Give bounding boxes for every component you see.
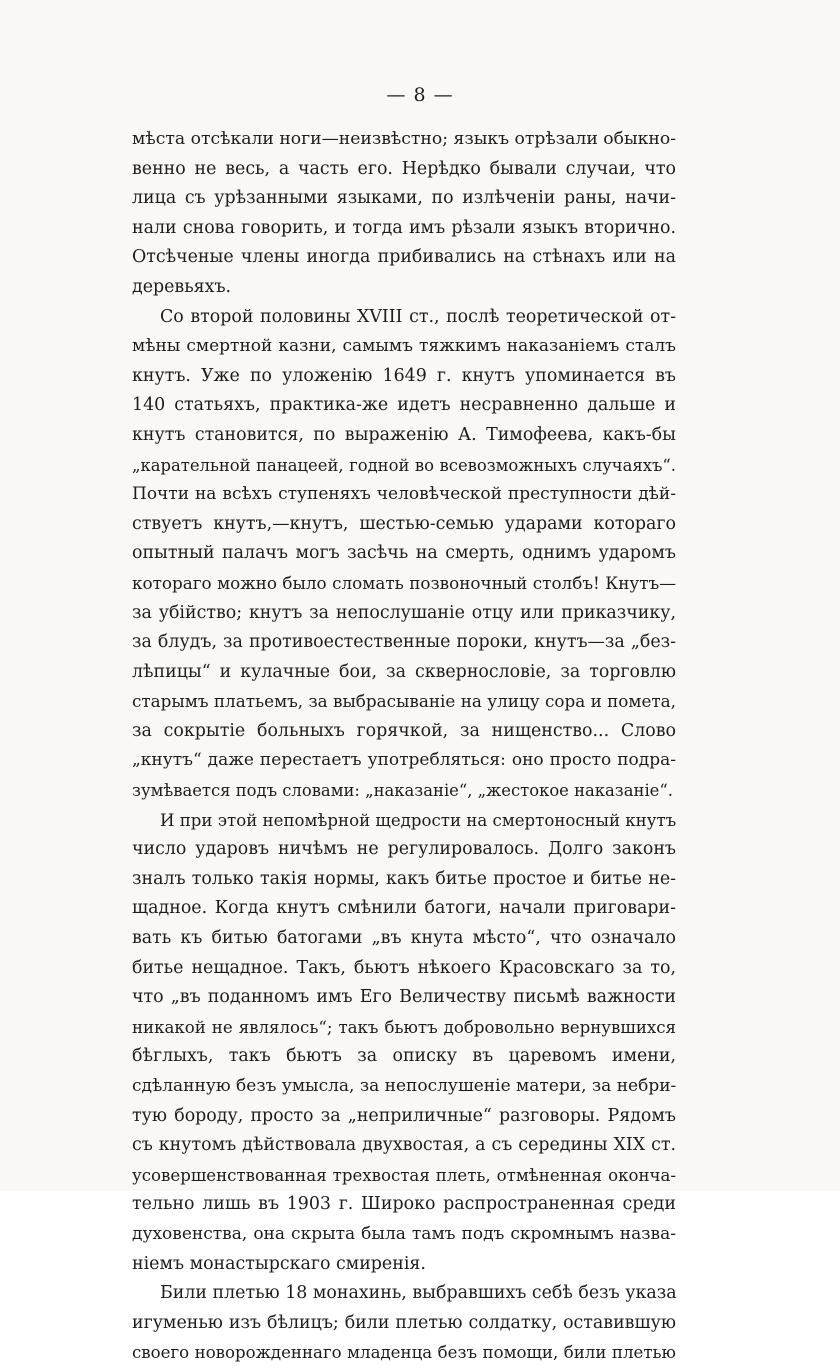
text-line: бѣглыхъ, такъ бьютъ за описку въ царевомъ имени,	[132, 1046, 676, 1067]
text-line: что „въ поданномъ имъ Его Величеству письмѣ важности	[132, 987, 676, 1008]
text-line: кнутъ становится, по выраженiю А. Тимофеева, какъ-бы	[132, 424, 676, 445]
text-line: съ кнутомъ дѣйствовала двухвостая, а съ середины XIX ст.	[132, 1135, 676, 1156]
text-line: щадное. Когда кнутъ смѣнили батоги, начали приговари-	[132, 898, 676, 919]
text-line: за блудъ, за противоестественные пороки, кнутъ—за „без-	[132, 632, 676, 653]
text-line: кнутъ. Уже по уложенiю 1649 г. кнутъ упоминается въ	[132, 365, 676, 386]
text-line: сдѣланную безъ умысла, за непослушенiе матери, за небри-	[132, 1076, 677, 1096]
text-line: число ударовъ ничѣмъ не регулировалось. Долго законъ	[132, 839, 676, 860]
text-line: своего новорожденнаго младенца безъ помощи, били плетью	[132, 1343, 676, 1363]
text-line: мѣны смертной казни, самымъ тяжкимъ наказанiемъ сталъ	[132, 336, 676, 357]
text-line: Со второй половины XVIII ст., послѣ теоретической от-	[160, 306, 676, 327]
text-line: нiемъ монастырскаго смиренiя.	[132, 1253, 426, 1274]
text-line: старымъ платьемъ, за выбрасыванiе на улицу сора и помета,	[132, 691, 676, 712]
text-line: за сокрытiе больныхъ горячкой, за нищенство... Слово	[132, 720, 676, 741]
text-line: усовершенствованная трехвостая плеть, отмѣненная оконча-	[132, 1165, 676, 1185]
text-line: тую бороду, просто за „неприличные“ разговоры. Рядомъ	[132, 1105, 676, 1126]
text-line: Били плетью 18 монахинь, выбравшихъ себѣ безъ указа	[160, 1283, 677, 1304]
page-number: — 8 —	[386, 84, 454, 106]
text-line: игуменью изъ бѣлицъ; били плетью солдатку, оставившую	[132, 1312, 676, 1333]
text-line: духовенства, она скрыта была тамъ подъ скромнымъ назва-	[132, 1223, 676, 1244]
text-line: тельно лишь въ 1903 г. Широко распространенная среди	[132, 1194, 676, 1215]
text-line: ствуетъ кнутъ,—кнутъ, шестью-семью ударами котораго	[132, 513, 676, 534]
text-line: мѣста отсѣкали ноги—неизвѣстно; языкъ отрѣзали обыкно-	[132, 129, 676, 149]
text-line: котораго можно было сломать позвоночный столбъ! Кнутъ—	[132, 572, 676, 593]
text-line: Отсѣченые члены иногда прибивались на стѣнахъ или на	[132, 247, 676, 268]
text-line: лица съ урѣзанными языками, по излѣченiи раны, начи-	[132, 188, 676, 209]
text-line: лѣпицы“ и кулачные бои, за сквернословiе, за торговлю	[132, 661, 676, 682]
text-line: „карательной панацеей, годной во всевозможныхъ случаяхъ“.	[132, 455, 676, 475]
text-line: деревьяхъ.	[132, 276, 232, 297]
text-line: опытный палачъ могъ засѣчь на смерть, однимъ ударомъ	[132, 543, 676, 564]
text-line: „кнутъ“ даже перестаетъ употребляться: оно просто подра-	[132, 750, 676, 771]
text-line: И при этой непомѣрной щедрости на смертоносный кнутъ	[160, 810, 677, 830]
text-line: вать къ битью батогами „въ кнута мѣсто“, что означало	[132, 928, 676, 949]
text-line: зумѣвается подъ словами: „наказанiе“, „жестокое наказанiе“.	[132, 781, 673, 801]
text-line: 140 статьяхъ, практика-же идетъ несравненно дальше и	[132, 395, 676, 416]
text-line: никакой не являлось“; такъ бьютъ добровольно вернувшихся	[132, 1017, 676, 1037]
text-line: за убiйство; кнутъ за непослушанiе отцу или приказчику,	[132, 602, 676, 623]
text-line: зналъ только такiя нормы, какъ битье простое и битье не-	[132, 868, 676, 889]
text-line: Почти на всѣхъ ступеняхъ человѣческой преступности дѣй-	[132, 484, 676, 505]
text-line: битье нещадное. Такъ, бьютъ нѣкоего Красовскаго за то,	[132, 957, 676, 978]
text-line: венно не весь, а часть его. Нерѣдко бывали случаи, что	[132, 158, 676, 179]
text-line: нали снова говорить, и тогда имъ рѣзали языкъ вторично.	[132, 217, 676, 238]
body-text	[132, 125, 676, 1368]
